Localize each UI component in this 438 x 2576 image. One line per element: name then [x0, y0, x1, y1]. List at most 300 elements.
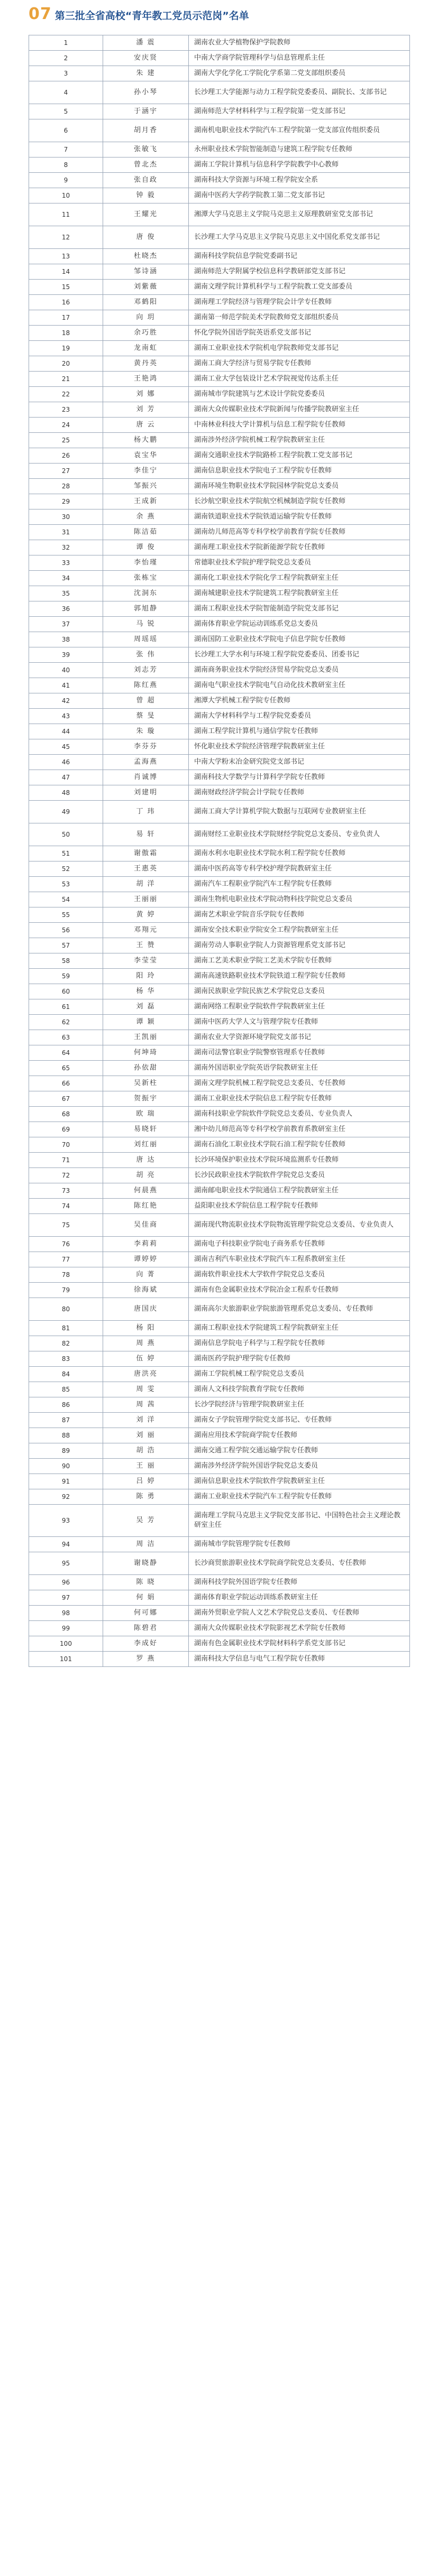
member-name: 王 丽: [103, 1459, 189, 1474]
row-number: 64: [29, 1045, 103, 1061]
member-name: 阳 玲: [103, 969, 189, 984]
member-name: 唐 俊: [103, 226, 189, 249]
row-number: 72: [29, 1168, 103, 1183]
table-row: [29, 1183, 410, 1199]
row-number: 62: [29, 1015, 103, 1030]
member-unit: 湖南工业职业技术学院机电学院教师党支部书记: [189, 341, 410, 356]
row-number: 55: [29, 907, 103, 923]
member-unit: 湖南科技学院信息学院党委副书记: [189, 249, 410, 264]
member-unit: 中南大学粉末冶金研究院党支部书记: [189, 755, 410, 770]
table-row: [29, 601, 410, 617]
table-row: [29, 969, 410, 984]
member-unit: 湖南工业职业技术学院汽车工程学院专任教师: [189, 1489, 410, 1505]
row-number: 43: [29, 709, 103, 724]
row-number: 33: [29, 555, 103, 571]
table-row: [29, 326, 410, 341]
table-row: [29, 356, 410, 372]
row-number: 14: [29, 264, 103, 280]
row-number: 48: [29, 785, 103, 801]
member-name: 杨 阳: [103, 1321, 189, 1336]
row-number: 99: [29, 1621, 103, 1636]
row-number: 80: [29, 1298, 103, 1321]
member-name: 王丽丽: [103, 892, 189, 907]
table-row: [29, 632, 410, 647]
member-name: 胡 亮: [103, 1168, 189, 1183]
member-unit: 湖南科技大学信息与电气工程学院专任教师: [189, 1652, 410, 1667]
member-name: 李成好: [103, 1636, 189, 1652]
table-row: [29, 1397, 410, 1413]
member-unit: 长沙环境保护职业技术学院环境监测系专任教师: [189, 1153, 410, 1168]
table-row: [29, 418, 410, 433]
table-row: [29, 464, 410, 479]
table-row: [29, 907, 410, 923]
table-row: [29, 372, 410, 387]
member-unit: 湖南现代物流职业技术学院物流管理学院党总支委员、专业负责人: [189, 1214, 410, 1237]
member-name: 唐洪亮: [103, 1367, 189, 1382]
row-number: 82: [29, 1336, 103, 1351]
member-name: 胡 浩: [103, 1443, 189, 1459]
row-number: 29: [29, 494, 103, 509]
row-number: 45: [29, 739, 103, 755]
member-unit: 湖南财经工业职业技术学院财经学院党总支委员、专业负责人: [189, 823, 410, 846]
member-unit: 湖南工程学院计算机与通信学院专任教师: [189, 724, 410, 739]
table-row: [29, 1382, 410, 1397]
member-name: 陈 勇: [103, 1489, 189, 1505]
table-row: [29, 755, 410, 770]
row-number: 31: [29, 525, 103, 540]
section-header: [0, 0, 438, 29]
member-unit: 长沙民政职业技术学院软件学院党总支委员: [189, 1168, 410, 1183]
member-unit: 湖南城建职业技术学院建筑工程学院教研室主任: [189, 586, 410, 601]
row-number: 68: [29, 1107, 103, 1122]
table-row: [29, 1061, 410, 1076]
member-name: 邹振兴: [103, 479, 189, 494]
member-unit: 湖南劳动人事职业学院人力资源管理系党支部书记: [189, 938, 410, 953]
row-number: 35: [29, 586, 103, 601]
member-name: 王成新: [103, 494, 189, 509]
row-number: 59: [29, 969, 103, 984]
table-row: [29, 249, 410, 264]
row-number: 79: [29, 1283, 103, 1298]
row-number: 56: [29, 923, 103, 938]
member-unit: 湖南人文科技学院教育学院专任教师: [189, 1382, 410, 1397]
member-name: 周 茜: [103, 1397, 189, 1413]
table-row: [29, 310, 410, 326]
member-name: 徐海斌: [103, 1283, 189, 1298]
member-unit: 中南大学商学院管理科学与信息管理系主任: [189, 51, 410, 66]
member-unit: 湖南医药学院护理学院专任教师: [189, 1351, 410, 1367]
member-name: 丁 玮: [103, 801, 189, 823]
member-unit: 湖南应用技术学院商学院专任教师: [189, 1428, 410, 1443]
member-name: 欧 瑞: [103, 1107, 189, 1122]
member-unit: 长沙理工大学马克思主义学院马克思主义中国化系党支部书记: [189, 226, 410, 249]
row-number: 30: [29, 509, 103, 525]
table-row: [29, 617, 410, 632]
table-row: [29, 861, 410, 877]
member-name: 刘志芳: [103, 663, 189, 678]
row-number: 91: [29, 1474, 103, 1489]
row-number: 7: [29, 142, 103, 157]
member-unit: 湘潭大学机械工程学院专任教师: [189, 693, 410, 709]
row-number: 65: [29, 1061, 103, 1076]
table-row: [29, 387, 410, 402]
row-number: 46: [29, 755, 103, 770]
row-number: 8: [29, 157, 103, 173]
row-number: 60: [29, 984, 103, 999]
member-unit: 湖南铁道职业技术学院铁道运输学院专任教师: [189, 509, 410, 525]
table-row: [29, 1474, 410, 1489]
table-row: [29, 1413, 410, 1428]
table-row: [29, 801, 410, 823]
row-number: 84: [29, 1367, 103, 1382]
row-number: 26: [29, 448, 103, 464]
member-name: 刘 丽: [103, 1428, 189, 1443]
member-name: 张敏飞: [103, 142, 189, 157]
table-row: [29, 264, 410, 280]
table-row: [29, 1107, 410, 1122]
member-unit: 湖南工业职业技术学院信息工程学院专任教师: [189, 1091, 410, 1107]
row-number: 34: [29, 571, 103, 586]
table-row: [29, 1030, 410, 1045]
table-row: [29, 1575, 410, 1590]
row-number: 21: [29, 372, 103, 387]
member-name: 钟 毅: [103, 188, 189, 203]
member-name: 何晨燕: [103, 1183, 189, 1199]
member-unit: 湖南吉利汽车职业技术学院汽车工程系教研室主任: [189, 1252, 410, 1267]
member-name: 曾北杰: [103, 157, 189, 173]
table-row: [29, 1652, 410, 1667]
member-unit: 湖南艺术职业学院音乐学院专任教师: [189, 907, 410, 923]
row-number: 81: [29, 1321, 103, 1336]
member-unit: 湖南化工职业技术学院化学工程学院教研室主任: [189, 571, 410, 586]
table-row: [29, 479, 410, 494]
table-row: [29, 1137, 410, 1153]
row-number: 36: [29, 601, 103, 617]
row-number: 52: [29, 861, 103, 877]
table-row: [29, 1552, 410, 1575]
member-unit: 湖南安全技术职业学院安全工程学院教研室主任: [189, 923, 410, 938]
row-number: 3: [29, 66, 103, 81]
member-name: 胡 洋: [103, 877, 189, 892]
member-unit: 湖南生物机电职业技术学院动物科技学院党总支委员: [189, 892, 410, 907]
member-name: 谭 颖: [103, 1015, 189, 1030]
table-row: [29, 448, 410, 464]
member-unit: 湖南工学院机械工程学院党总支委员: [189, 1367, 410, 1382]
member-unit: 长沙航空职业技术学院航空机械制造学院专任教师: [189, 494, 410, 509]
roster-table-wrapper: [29, 35, 409, 1667]
row-number: 6: [29, 119, 103, 142]
member-unit: 长沙学院经济与管理学院教研室主任: [189, 1397, 410, 1413]
member-name: 唐国庆: [103, 1298, 189, 1321]
row-number: 67: [29, 1091, 103, 1107]
member-name: 朱 建: [103, 66, 189, 81]
member-name: 唐 云: [103, 418, 189, 433]
member-name: 杨大鹏: [103, 433, 189, 448]
member-unit: 湖南电气职业技术学院电气自动化技术教研室主任: [189, 678, 410, 693]
table-row: [29, 1283, 410, 1298]
member-unit: 湖南中医药高等专科学校护理学院教研室主任: [189, 861, 410, 877]
member-name: 向 菁: [103, 1267, 189, 1283]
table-row: [29, 1636, 410, 1652]
table-row: [29, 280, 410, 295]
row-number: 98: [29, 1606, 103, 1621]
member-name: 肖诚博: [103, 770, 189, 785]
row-number: 10: [29, 188, 103, 203]
row-number: 23: [29, 402, 103, 418]
row-number: 27: [29, 464, 103, 479]
table-row: [29, 663, 410, 678]
row-number: 25: [29, 433, 103, 448]
member-name: 李莹莹: [103, 953, 189, 969]
row-number: 53: [29, 877, 103, 892]
table-row: [29, 1237, 410, 1252]
member-unit: 湖南理工职业技术学院新能源学院专任教师: [189, 540, 410, 555]
member-name: 朱 璇: [103, 724, 189, 739]
table-row: [29, 66, 410, 81]
member-name: 张栋宝: [103, 571, 189, 586]
row-number: 70: [29, 1137, 103, 1153]
member-name: 杨 华: [103, 984, 189, 999]
table-row: [29, 540, 410, 555]
member-unit: 湖南高尔夫旅游职业学院旅游管理系党总支委员、专任教师: [189, 1298, 410, 1321]
member-name: 李怡瑾: [103, 555, 189, 571]
table-row: [29, 785, 410, 801]
table-row: [29, 295, 410, 310]
table-row: [29, 1298, 410, 1321]
member-unit: 湖南城市学院建筑与艺术设计学院党委委员: [189, 387, 410, 402]
row-number: 90: [29, 1459, 103, 1474]
table-row: [29, 525, 410, 540]
table-row: [29, 1168, 410, 1183]
member-unit: 湖南民族职业学院民族艺术学院党总支委员: [189, 984, 410, 999]
member-unit: 湖南有色金属职业技术学院冶金工程系专任教师: [189, 1283, 410, 1298]
member-name: 王凯丽: [103, 1030, 189, 1045]
member-unit: 湖南交通工程学院交通运输学院专任教师: [189, 1443, 410, 1459]
table-row: [29, 1590, 410, 1606]
member-unit: 湖南工业大学包装设计艺术学院视觉传达系主任: [189, 372, 410, 387]
member-unit: 湖南中医药大学人文与管理学院专任教师: [189, 1015, 410, 1030]
member-unit: 湖南商务职业技术学院经济贸易学院党总支委员: [189, 663, 410, 678]
member-unit: 湖南机电职业技术学院汽车工程学院第一党支部宣传组织委员: [189, 119, 410, 142]
member-unit: 湖南文理学院计算机科学与工程学院教工党支部委员: [189, 280, 410, 295]
member-name: 于涵宇: [103, 104, 189, 119]
member-unit: 湖南大学材料科学与工程学院党委委员: [189, 709, 410, 724]
member-unit: 湖南信息职业技术学院软件学院教研室主任: [189, 1474, 410, 1489]
member-unit: 湖南农业大学资源环境学院党支部书记: [189, 1030, 410, 1045]
table-row: [29, 51, 410, 66]
table-row: [29, 877, 410, 892]
member-unit: 湖南理工学院经济与管理学院会计学专任教师: [189, 295, 410, 310]
member-unit: 湖南大众传媒职业技术学院新闻与传播学院教研室主任: [189, 402, 410, 418]
member-name: 邹诗涵: [103, 264, 189, 280]
roster-table-body: [29, 35, 410, 1667]
table-row: [29, 1443, 410, 1459]
row-number: 5: [29, 104, 103, 119]
table-row: [29, 1045, 410, 1061]
member-unit: 湖南水利水电职业技术学院水利工程学院专任教师: [189, 846, 410, 861]
table-row: [29, 953, 410, 969]
table-row: [29, 1621, 410, 1636]
member-name: 李莉莉: [103, 1237, 189, 1252]
row-number: 4: [29, 81, 103, 104]
table-row: [29, 173, 410, 188]
member-unit: 湖南第一师范学院美术学院教师党支部组织委员: [189, 310, 410, 326]
table-row: [29, 586, 410, 601]
member-name: 马 锐: [103, 617, 189, 632]
member-name: 何坤琦: [103, 1045, 189, 1061]
table-row: [29, 1459, 410, 1474]
member-name: 王惠英: [103, 861, 189, 877]
member-name: 陈 晓: [103, 1575, 189, 1590]
member-name: 黄丹英: [103, 356, 189, 372]
member-name: 刘 洋: [103, 1413, 189, 1428]
member-name: 王艳鸿: [103, 372, 189, 387]
member-unit: 长沙理工大学能源与动力工程学院党委委员、副院长、支部书记: [189, 81, 410, 104]
row-number: 77: [29, 1252, 103, 1267]
table-row: [29, 1015, 410, 1030]
member-name: 安庆贤: [103, 51, 189, 66]
member-unit: 湖南邮电职业技术学院通信工程学院教研室主任: [189, 1183, 410, 1199]
member-unit: 长沙理工大学水利与环境工程学院党委委员、团委书记: [189, 647, 410, 663]
member-unit: 湘潭大学马克思主义学院马克思主义原理教研室党支部书记: [189, 203, 410, 226]
table-row: [29, 1428, 410, 1443]
row-number: 37: [29, 617, 103, 632]
row-number: 11: [29, 203, 103, 226]
member-name: 谭 俊: [103, 540, 189, 555]
member-unit: 中南林业科技大学计算机与信息工程学院专任教师: [189, 418, 410, 433]
member-name: 周 雯: [103, 1382, 189, 1397]
table-row: [29, 724, 410, 739]
member-name: 邓鹤阳: [103, 295, 189, 310]
member-name: 孙依甜: [103, 1061, 189, 1076]
section-title: 第三批全省高校“青年教工党员示范岗”名单: [54, 10, 249, 22]
table-row: [29, 1351, 410, 1367]
row-number: 19: [29, 341, 103, 356]
member-name: 刘红丽: [103, 1137, 189, 1153]
table-row: [29, 1489, 410, 1505]
row-number: 22: [29, 387, 103, 402]
table-row: [29, 1505, 410, 1537]
member-name: 刘 磊: [103, 999, 189, 1015]
member-name: 伍 婷: [103, 1351, 189, 1367]
member-unit: 湖南外国语职业学院英语学院教研室主任: [189, 1061, 410, 1076]
table-row: [29, 938, 410, 953]
table-row: [29, 341, 410, 356]
member-unit: 湖南工学院计算机与信息科学学院教学中心教师: [189, 157, 410, 173]
member-name: 何可娜: [103, 1606, 189, 1621]
member-unit: 湖南农业大学植物保护学院教师: [189, 35, 410, 51]
row-number: 50: [29, 823, 103, 846]
member-name: 余巧胜: [103, 326, 189, 341]
table-row: [29, 1321, 410, 1336]
member-unit: 益阳职业技术学院信息工程学院专任教师: [189, 1199, 410, 1214]
member-name: 周 洁: [103, 1537, 189, 1552]
row-number: 76: [29, 1237, 103, 1252]
member-name: 蔡 旻: [103, 709, 189, 724]
member-name: 袁宝华: [103, 448, 189, 464]
row-number: 1: [29, 35, 103, 51]
table-row: [29, 203, 410, 226]
table-row: [29, 119, 410, 142]
table-row: [29, 142, 410, 157]
table-row: [29, 1153, 410, 1168]
member-name: 谭婷婷: [103, 1252, 189, 1267]
table-row: [29, 1336, 410, 1351]
row-number: 12: [29, 226, 103, 249]
row-number: 18: [29, 326, 103, 341]
member-name: 何 娟: [103, 1590, 189, 1606]
row-number: 42: [29, 693, 103, 709]
member-name: 吕 婷: [103, 1474, 189, 1489]
row-number: 2: [29, 51, 103, 66]
table-row: [29, 402, 410, 418]
member-name: 刘紫薇: [103, 280, 189, 295]
member-unit: 湖南科技学院外国语学院专任教师: [189, 1575, 410, 1590]
row-number: 13: [29, 249, 103, 264]
row-number: 9: [29, 173, 103, 188]
row-number: 57: [29, 938, 103, 953]
member-name: 刘建明: [103, 785, 189, 801]
member-unit: 湖南财政经济学院会计学院专任教师: [189, 785, 410, 801]
member-name: 吴 芳: [103, 1505, 189, 1537]
member-unit: 湖南涉外经济学院外国语学院党总支委员: [189, 1459, 410, 1474]
row-number: 24: [29, 418, 103, 433]
member-unit: 湖南城市学院管理学院专任教师: [189, 1537, 410, 1552]
member-name: 邓翔元: [103, 923, 189, 938]
member-name: 孟海燕: [103, 755, 189, 770]
member-name: 王 赞: [103, 938, 189, 953]
member-name: 沈洞东: [103, 586, 189, 601]
member-unit: 湖南交通职业技术学院路桥工程学院教工党支部书记: [189, 448, 410, 464]
member-unit: 湖南大学化学化工学院化学系第二党支部组织委员: [189, 66, 410, 81]
row-number: 85: [29, 1382, 103, 1397]
table-row: [29, 157, 410, 173]
table-row: [29, 984, 410, 999]
row-number: 38: [29, 632, 103, 647]
row-number: 61: [29, 999, 103, 1015]
member-name: 吴佳商: [103, 1214, 189, 1237]
member-name: 曾 超: [103, 693, 189, 709]
row-number: 58: [29, 953, 103, 969]
member-name: 陈洁茹: [103, 525, 189, 540]
table-row: [29, 1606, 410, 1621]
row-number: 49: [29, 801, 103, 823]
member-unit: 湖南高速铁路职业技术学院铁道工程学院专任教师: [189, 969, 410, 984]
member-unit: 湘中幼儿师范高等专科学校学前教育系教研室主任: [189, 1122, 410, 1137]
member-name: 张自政: [103, 173, 189, 188]
member-unit: 湖南理工学院马克思主义学院党支部书记、中国特色社会主义理论教研室主任: [189, 1505, 410, 1537]
member-unit: 湖南国防工业职业技术学院电子信息学院专任教师: [189, 632, 410, 647]
member-unit: 长沙商贸旅游职业技术学院商学院党总支委员、专任教师: [189, 1552, 410, 1575]
table-row: [29, 1537, 410, 1552]
member-unit: 湖南文理学院机械工程学院党总支委员、专任教师: [189, 1076, 410, 1091]
row-number: 66: [29, 1076, 103, 1091]
member-name: 郭旭静: [103, 601, 189, 617]
member-name: 张 伟: [103, 647, 189, 663]
table-row: [29, 999, 410, 1015]
row-number: 100: [29, 1636, 103, 1652]
table-row: [29, 1091, 410, 1107]
member-unit: 湖南工程职业技术学院智能制造学院党支部书记: [189, 601, 410, 617]
member-name: 易 轩: [103, 823, 189, 846]
table-row: [29, 846, 410, 861]
member-name: 黄 婷: [103, 907, 189, 923]
member-unit: 永州职业技术学院智能制造与建筑工程学院专任教师: [189, 142, 410, 157]
table-row: [29, 739, 410, 755]
table-row: [29, 923, 410, 938]
member-name: 罗 燕: [103, 1652, 189, 1667]
member-name: 胡月香: [103, 119, 189, 142]
